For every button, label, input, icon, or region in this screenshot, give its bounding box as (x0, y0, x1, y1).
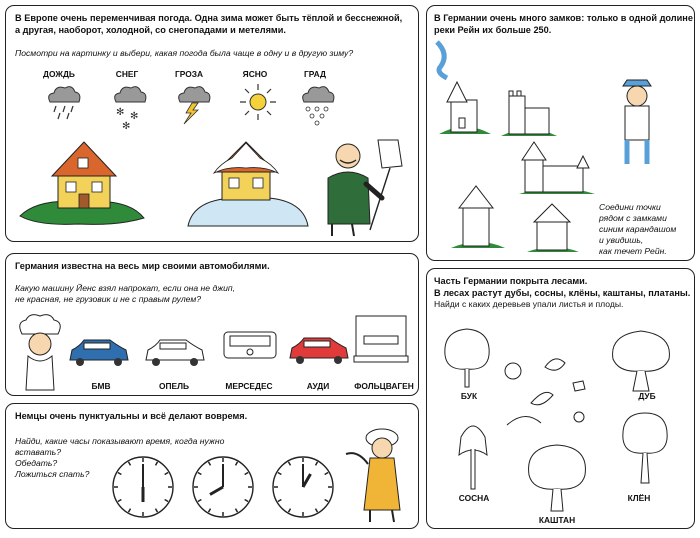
svg-text:✻: ✻ (130, 111, 139, 122)
clock-1 (110, 454, 176, 520)
man-with-shovel (318, 134, 410, 238)
clocks-panel (5, 403, 419, 529)
car-label-opel: ОПЕЛЬ (158, 381, 190, 391)
truck-volkswagen (352, 312, 412, 368)
car-label-audi: АУДИ (306, 381, 330, 391)
oak-tree (607, 327, 677, 393)
man-with-hat (609, 76, 665, 172)
tree-label-beech: БУК (460, 391, 478, 401)
weather-title-line2: а другая, наоборот, холодной, со снегопадами и метелями. (15, 25, 286, 35)
car-bmw (66, 332, 130, 368)
castles-title-line1: В Германии очень много замков: только в одной долине (434, 13, 693, 23)
weather-label-snow: СНЕГ (115, 69, 139, 79)
cars-title: Германия известна на весь мир своими автомобилями. (15, 261, 270, 271)
castles-hint-line3: синим карандашом (599, 224, 677, 234)
snow-icon (110, 82, 150, 130)
car-label-bmw: БМВ (91, 381, 111, 391)
weather-label-sunny: ЯСНО (242, 69, 268, 79)
car-mercedes (218, 326, 282, 366)
castles-title-line2: реки Рейн их больше 250. (434, 25, 552, 35)
man-with-sausage (344, 424, 416, 528)
castle-4 (449, 182, 507, 252)
svg-text:✻: ✻ (122, 121, 131, 132)
castles-hint-line5: как течет Рейн. (599, 246, 667, 256)
svg-text:✻: ✻ (116, 107, 125, 118)
forest-title-line1: Часть Германии покрыта лесами. (434, 276, 588, 286)
thunderstorm-icon (174, 82, 214, 126)
house-snowy-winter (184, 138, 314, 233)
forest-panel (426, 268, 695, 529)
weather-label-rain: ДОЖДЬ (43, 69, 75, 79)
sun-icon (238, 82, 278, 122)
house-warm-winter (18, 136, 148, 231)
maple-tree (617, 409, 673, 485)
weather-label-storm: ГРОЗА (174, 69, 204, 79)
cars-panel (5, 253, 419, 396)
rain-icon (44, 82, 84, 122)
clocks-question-line2: вставать? (15, 447, 61, 457)
clocks-question-line3: Обедать? (15, 458, 58, 468)
weather-label-hail: ГРАД (304, 69, 326, 79)
pine-tree (451, 415, 495, 491)
rhine-river-drawing (433, 42, 473, 78)
hail-icon (298, 82, 338, 126)
tree-label-pine: СОСНА (458, 493, 490, 503)
castle-2 (499, 82, 559, 140)
beech-tree (439, 325, 495, 389)
castles-hint-line1: Соедини точки (599, 202, 661, 212)
castle-5 (525, 202, 581, 256)
clocks-question-line1: Найди, какие часы показывают время, когда нужно (15, 436, 225, 446)
castles-hint-line4: и увидишь, (599, 235, 644, 245)
castle-1 (437, 76, 493, 138)
weather-panel (5, 5, 419, 242)
tree-label-chestnut: КАШТАН (538, 515, 576, 525)
clock-2 (190, 454, 256, 520)
clock-3 (270, 454, 336, 520)
forest-title-line2: В лесах растут дубы, сосны, клёны, каштаны, платаны. (434, 288, 691, 298)
leaves-and-fruits (501, 353, 611, 449)
castles-panel (426, 5, 695, 261)
car-label-mercedes: МЕРСЕДЕС (225, 381, 273, 391)
cars-question-line1: Какую машину Йенс взял напрокат, если она не джип, (15, 283, 236, 293)
castles-hint-line2: рядом с замками (599, 213, 667, 223)
car-opel (142, 332, 206, 368)
tree-label-maple: КЛЁН (627, 493, 651, 503)
weather-title-line1: В Европе очень переменчивая погода. Одна зима может быть тёплой и бесснежной, (15, 13, 403, 23)
chef-figure (14, 312, 66, 392)
clocks-title: Немцы очень пунктуальны и всё делают вовремя. (15, 411, 248, 421)
cars-question-line2: не красная, не грузовик и не с правым рулем? (15, 294, 202, 304)
clocks-question-line4: Ложиться спать? (15, 469, 90, 479)
chestnut-tree (523, 441, 593, 513)
car-label-volkswagen: ФОЛЬЦВАГЕН (354, 381, 414, 391)
forest-question: Найди с каких деревьев упали листья и плоды. (434, 299, 624, 309)
car-audi (286, 330, 350, 366)
weather-question: Посмотри на картинку и выбери, какая погода была чаще в одну и в другую зиму? (15, 48, 354, 58)
castle-3 (517, 138, 597, 198)
tree-label-oak: ДУБ (638, 391, 656, 401)
